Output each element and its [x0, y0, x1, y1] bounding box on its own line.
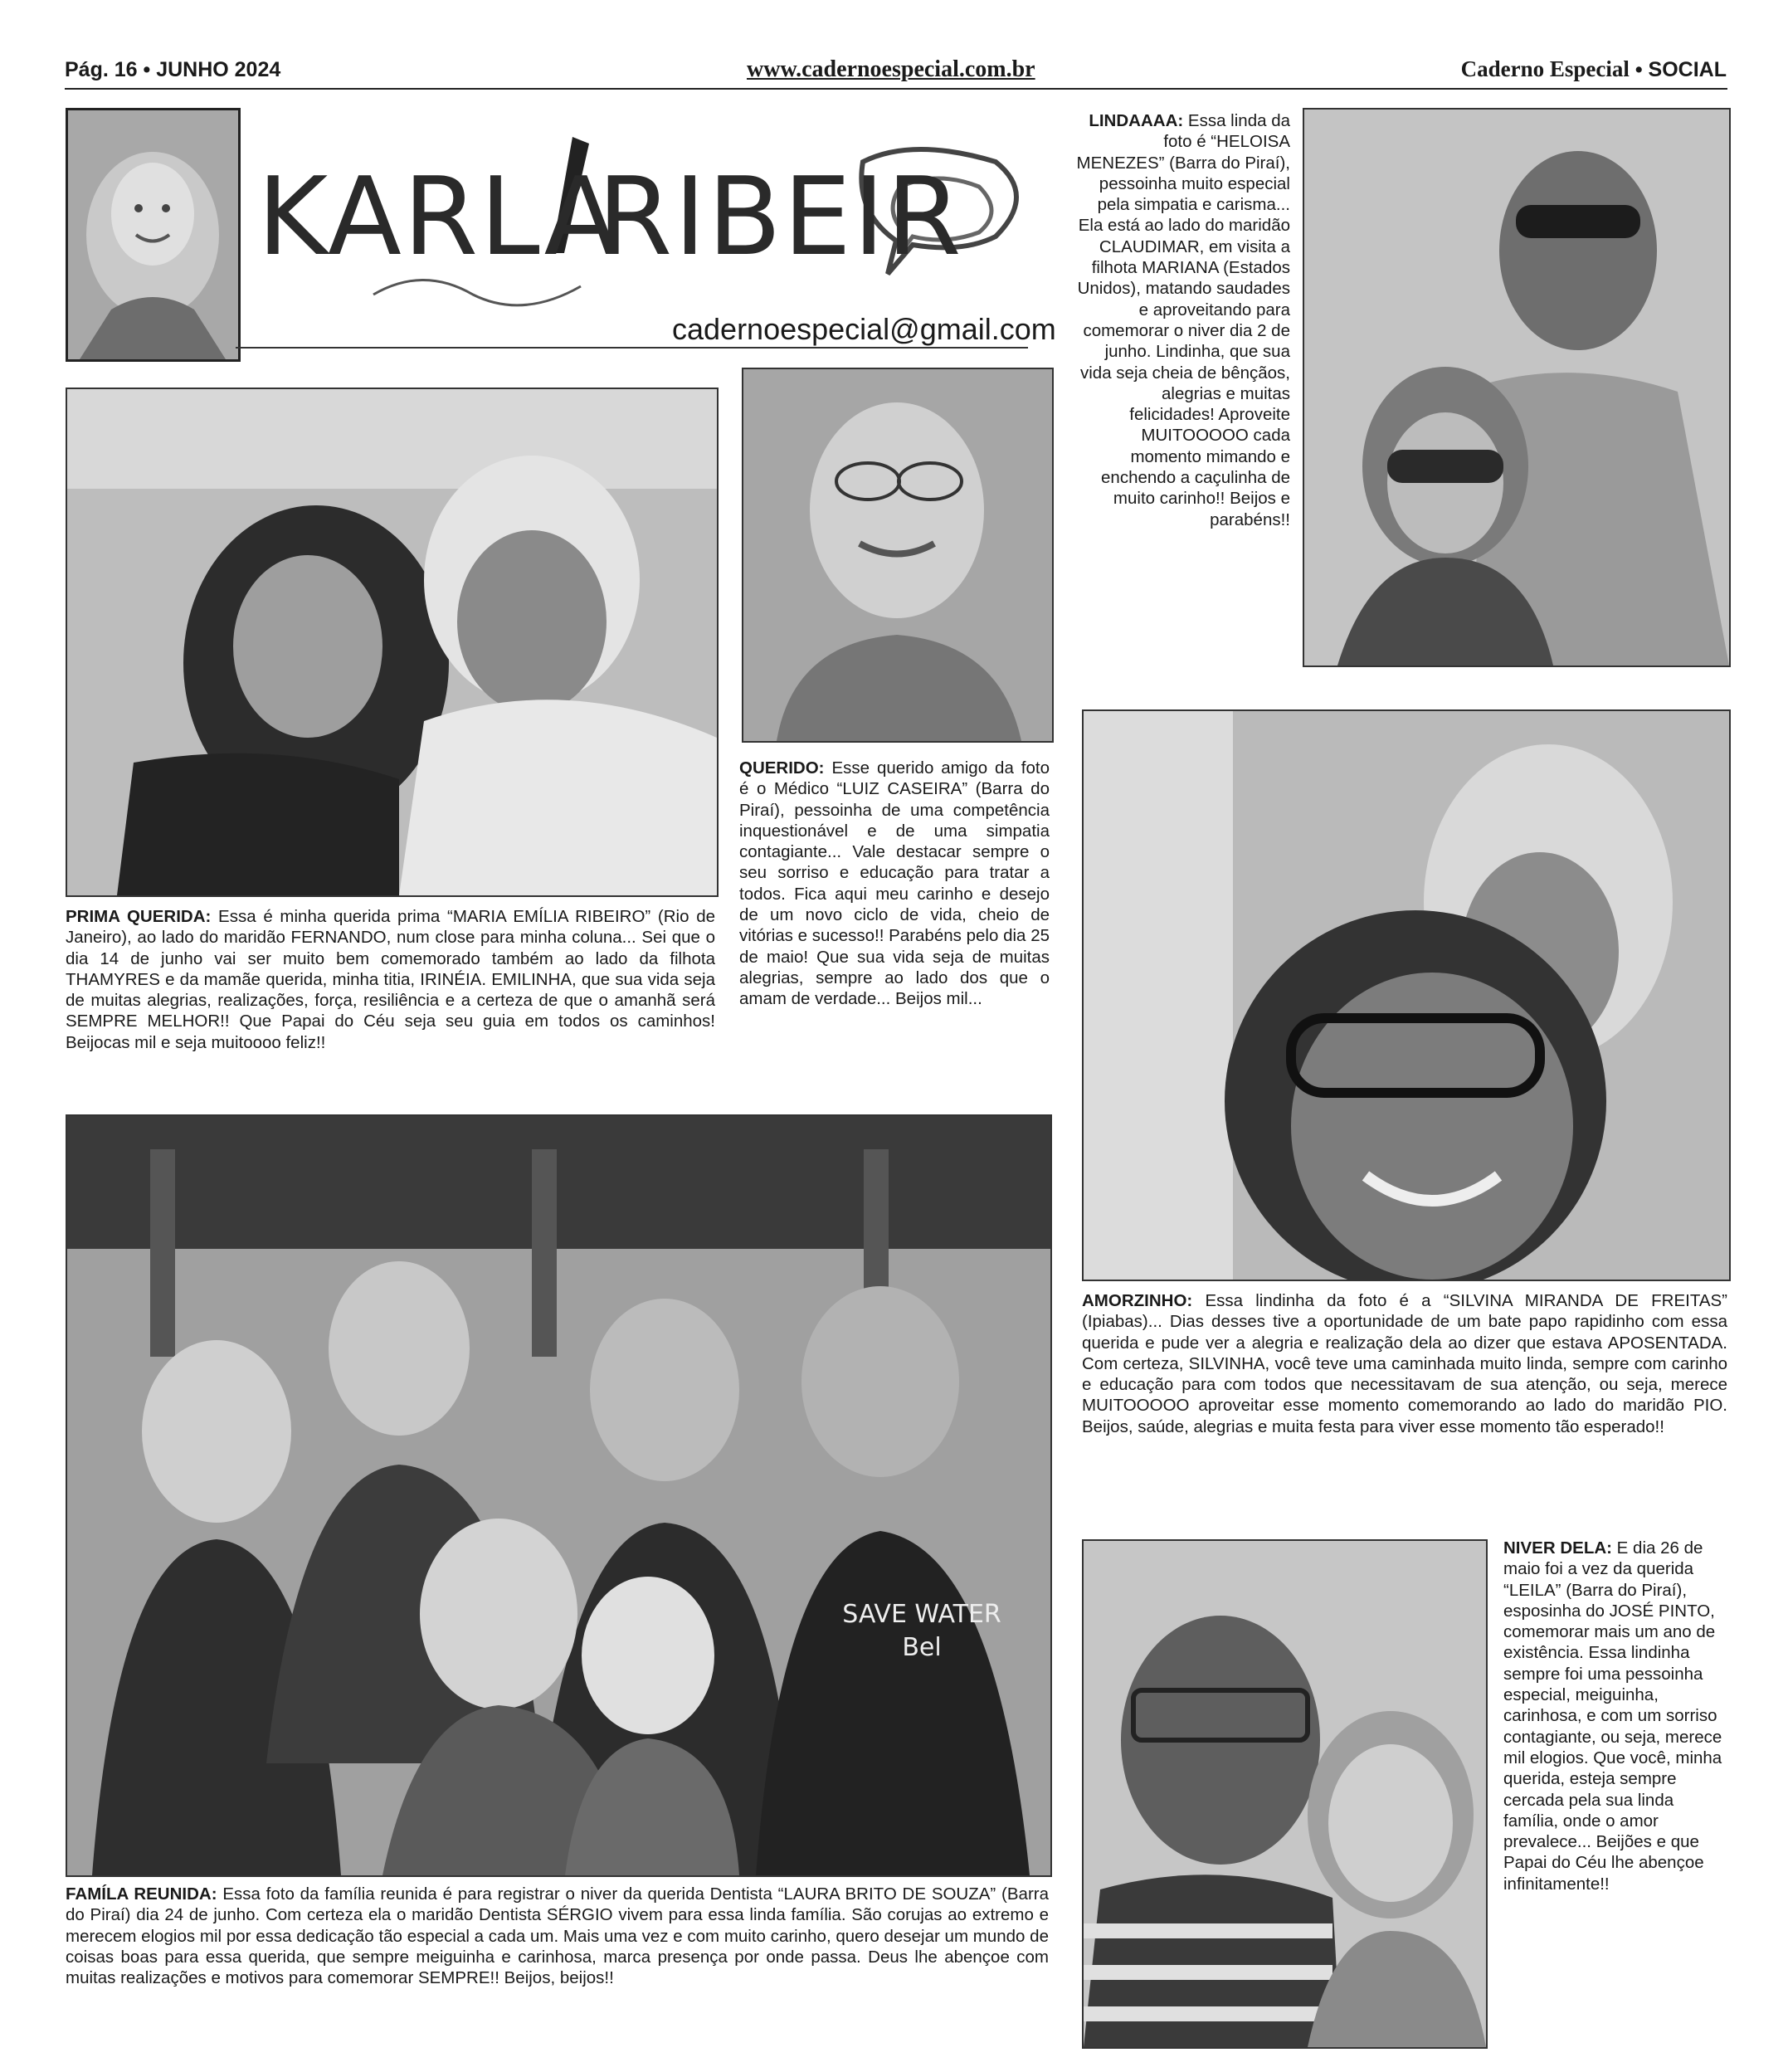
section-label	[1461, 56, 1727, 82]
photo-niver-dela	[1082, 1539, 1488, 2049]
header-rule	[65, 88, 1727, 90]
caption-lindaaaa-heading: LINDAAAA:	[1089, 111, 1184, 130]
caption-amorzinho-body: Essa lindinha da foto é a “SILVINA MIRANDA DE FREITAS” (Ipiabas)... Dias desses tive a oportunidade de um bate papo rapidinho com essa querida e pude ver a alegria e realização dela ao dizer que estava APOSENTADA. Com certeza, SILVINHA, você teve uma caminhada muito linda, sempre com carinho e educação para com todos que necessitavam de sua atenção, ou seja, merece MUITOOOOO aproveitar esse momento comemorando ao lado do maridão PIO. Beijos, saúde, alegrias e muita festa para viver esse momento tão esperado!!	[1082, 1291, 1727, 1436]
photo-amorzinho-art	[1084, 711, 1729, 1280]
photo-lindaaaa-art	[1304, 110, 1729, 665]
caption-familia-heading: FAMÍLA REUNIDA:	[66, 1884, 217, 1904]
section-name: • SOCIAL	[1629, 58, 1727, 81]
caption-querido-heading: QUERIDO:	[739, 758, 825, 778]
tshirt-print-top: SAVE WATER	[842, 1600, 1001, 1629]
caption-familia-reunida	[66, 1884, 1049, 1988]
caption-querido	[739, 758, 1050, 1010]
page-info: Pág. 16 • JUNHO 2024	[65, 58, 281, 81]
photo-amorzinho	[1082, 709, 1731, 1281]
photo-lindaaaa	[1303, 108, 1731, 667]
logo-karla: KARLA	[257, 154, 620, 280]
caption-lindaaaa-body: Essa linda da foto é “HELOISA MENEZES” (Barra do Piraí), pessoinha muito especial pela simpatia e carisma... Ela está ao lado do maridão CLAUDIMAR, em visita a filhota MARIANA (Estados Unidos), matando saudades e aproveitando para comemorar o niver dia 2 de junho. Lindinha, que sua vida seja cheia de bênçãos, alegrias e muitas felicidades! Aproveite MUITOOOOO cada momento mimando e enchendo a caçulinha de muito carinho!! Beijos e parabéns!!	[1076, 111, 1290, 529]
caption-prima-querida	[66, 906, 715, 1053]
caption-prima-body: Essa é minha querida prima “MARIA EMÍLIA RIBEIRO” (Rio de Janeiro), ao lado do maridão FERNANDO, num close para minha coluna... Sei que o dia 14 de junho vai ser muito bem comemorado também ao lado da filhota THAMYRES e da mamãe querida, minha titia, IRINÉIA. EMILINHA, que sua vida seja de muitas alegrias, realizações, força, resiliência e a certeza de que o amanhã será SEMPRE MELHOR!! Que Papai do Céu seja seu guia em todos os caminhos! Beijocas mil e seja muitoooo feliz!!	[66, 907, 715, 1052]
website-link[interactable]: www.cadernoespecial.com.br	[747, 56, 1035, 82]
column-logo	[257, 129, 1029, 319]
section-brand: Caderno Especial	[1460, 56, 1630, 81]
caption-niver-dela	[1503, 1538, 1727, 1894]
photo-familia-reunida	[66, 1114, 1052, 1877]
caption-familia-body: Essa foto da família reunida é para registrar o niver da querida Dentista “LAURA BRITO DE SOUZA” (Barra do Piraí) dia 24 de junho. Com certeza ela o maridão Dentista SÉRGIO vivem para essa linda família. São corujas ao extremo e merecem elogios mil por essa dedicação tão especial a cada um. Mais uma vez e com muito carinho, quero desejar um mundo de coisas boas para essa querida, que sempre meiguinha e carinhosa, marca presença por onde passa. Deus lhe abençoe com muitas realizações e motivos para comemorar SEMPRE!! Beijos, beijos!!	[66, 1884, 1050, 1988]
column-header-rule	[236, 347, 1028, 349]
photo-prima-querida	[66, 388, 719, 897]
columnist-portrait-art	[68, 110, 238, 359]
columnist-portrait	[66, 108, 241, 362]
photo-querido	[742, 368, 1054, 743]
photo-prima-art	[67, 389, 717, 895]
caption-querido-body: Esse querido amigo da foto é o Médico “LUIZ CASEIRA” (Barra do Piraí), pessoinha de uma competência inquestionável e de uma simpatia contagiante... Vale destacar sempre o seu sorriso e educação para tratar a todos. Fica aqui meu carinho e desejo de um novo ciclo de vida, cheio de vitórias e sucesso!! Parabéns pelo dia 25 de maio! Que sua vida seja de muitas alegrias, sempre ao lado dos que o amam de verdade... Beijos mil...	[739, 758, 1050, 1009]
logo-ribeiro: RIBEIR	[597, 154, 963, 280]
caption-amorzinho	[1082, 1290, 1727, 1437]
photo-niver-art	[1084, 1541, 1486, 2047]
caption-amorzinho-heading: AMORZINHO:	[1082, 1291, 1193, 1310]
caption-lindaaaa	[1076, 110, 1290, 530]
photo-querido-art	[743, 369, 1052, 741]
photo-familia-art	[67, 1116, 1050, 1875]
caption-niver-heading: NIVER DELA:	[1503, 1538, 1612, 1558]
caption-niver-body: E dia 26 de maio foi a vez da querida “LEILA” (Barra do Piraí), esposinha do JOSÉ PINTO, comemorar mais um ano de existência. Essa lindinha sempre foi uma pessoinha especial, meiguinha, carinhosa, e com um sorriso contagiante, ou seja, merece mil elogios. Que você, minha querida, esteja sempre cercada pela sua linda família, onde o amor prevalece... Beijões e que Papai do Céu lhe abençoe infinitamente!!	[1503, 1538, 1722, 1894]
column-email[interactable]: cadernoespecial@gmail.com	[672, 312, 1056, 346]
caption-prima-heading: PRIMA QUERIDA:	[66, 907, 212, 926]
tshirt-print-bottom: Bel	[902, 1633, 942, 1662]
